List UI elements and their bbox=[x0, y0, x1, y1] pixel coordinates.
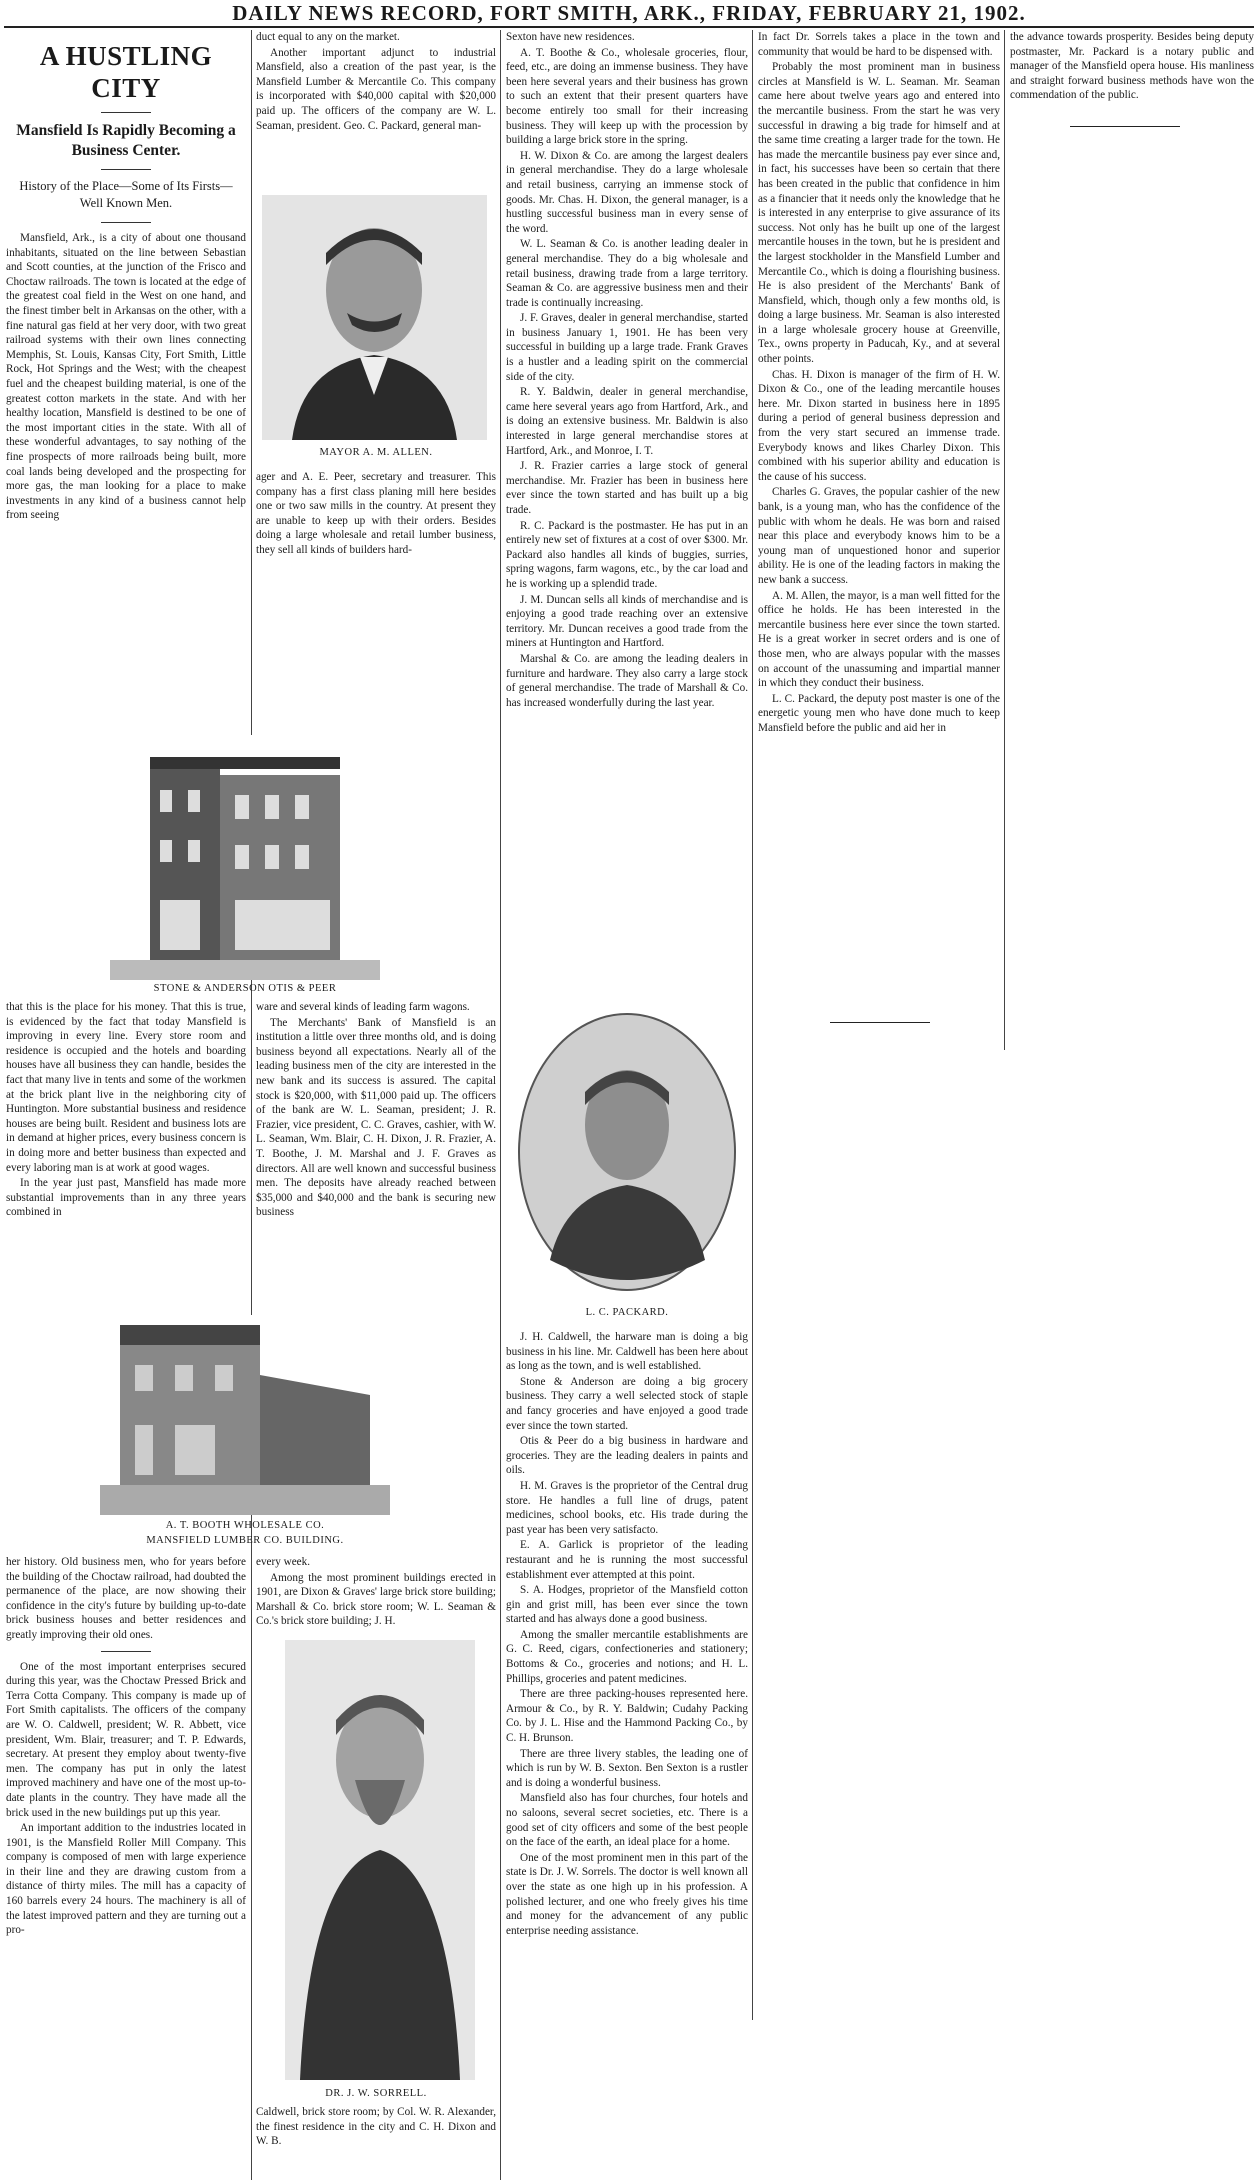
end-rule bbox=[830, 1022, 930, 1023]
article-paragraph: There are three livery stables, the leading one of which is run by W. B. Sexton. Ben Sexton is a rustler and is doing a wonderful business. bbox=[506, 1747, 748, 1789]
article-paragraph: that this is the place for his money. That this is true, is evidenced by the fact that today Mansfield is improving in every line. Every store room and residence is occupied and the hotels and boarding houses have all business they can handle, besides the fact that many live in tents and some of the workmen at the brick plant live in the neighboring city of Huntington. More substantial business and residence houses are being built. Resident and business lots are in demand at higher prices, every business concern is in doing more and better business than expected and every laboring man is at work at good wages. bbox=[6, 1001, 246, 1174]
article-paragraph: J. H. Caldwell, the harware man is doing a big business in his line. Mr. Caldwell has been here about as long as the town, and is well established. bbox=[506, 1331, 748, 1373]
article-paragraph: S. A. Hodges, proprietor of the Mansfield cotton gin and grist mill, has been ever since the town started and has always done a good business. bbox=[506, 1584, 748, 1626]
article-paragraph: Charles G. Graves, the popular cashier of the new bank, is a young man, who has the confidence of the public with whom he deals. He was born and raised near this place and everybody knows him to be a young man of unquestioned honor and superior ability. He is one of the leading factors in making the new bank a success. bbox=[758, 486, 1000, 586]
stone-anderson-building-illustration bbox=[110, 735, 380, 980]
column-rule bbox=[251, 30, 252, 2180]
column-1-bottom bbox=[6, 1555, 246, 2180]
divider bbox=[101, 1651, 151, 1652]
article-paragraph: R. C. Packard is the postmaster. He has put in an entirely new set of fixtures at a cost of over $300. Mr. Packard also handles all kinds of buggies, surries, spring wagons, farm wagons, etc., by the car load and he is working up a splendid trade. bbox=[506, 519, 748, 590]
column-rule bbox=[1004, 30, 1005, 1050]
article-paragraph: L. C. Packard, the deputy post master is one of the energetic young men who have done much to keep Mansfield before the public and aid her in bbox=[758, 692, 1000, 734]
masthead: DAILY NEWS RECORD, FORT SMITH, ARK., FRIDAY, FEBRUARY 21, 1902. bbox=[232, 1, 1026, 25]
article-paragraph: Marshal & Co. are among the leading dealers in furniture and hardware. They also carry a large stock of general merchandise. The trade of Marshall & Co. has increased wonderfully during the last year. bbox=[506, 652, 748, 709]
article-paragraph: ager and A. E. Peer, secretary and treasurer. This company has a first class planing mill here besides one or two saw mills in the country. At present they are unable to keep up with their orders. Besides doing a large wholesale and retail lumber business, they sell all kinds of builders hard- bbox=[256, 471, 496, 556]
headline: A HUSTLING CITY bbox=[39, 41, 213, 103]
article-paragraph: In fact Dr. Sorrels takes a place in the town and community that would be hard to be dispensed with. bbox=[758, 31, 1000, 58]
caption-packard: L. C. PACKARD. bbox=[585, 1307, 669, 1318]
article-paragraph: In the year just past, Mansfield has made more substantial improvements than in any three years combined in bbox=[6, 1177, 246, 1219]
article-paragraph: Chas. H. Dixon is manager of the firm of H. W. Dixon & Co., one of the leading mercantile houses here. Mr. Dixon started in business here in 1895 during a period of general business depression and from the very start secured an immense trade. Everybody knows and likes Charley Dixon. This combined with his superior ability and education is the cause of his success. bbox=[758, 368, 1000, 483]
article-paragraph: ware and several kinds of leading farm wagons. bbox=[256, 1001, 470, 1013]
masthead-rule bbox=[4, 26, 1254, 28]
column-2-top bbox=[256, 30, 496, 195]
article-paragraph: Mansfield also has four churches, four hotels and no saloons, several secret societies, etc. There is a good set of city officers and some of the best people on the face of the earth, an ideal place for a home. bbox=[506, 1792, 748, 1849]
deck: History of the Place—Some of Its Firsts—Well Known Men. bbox=[19, 179, 233, 210]
subhead: Mansfield Is Rapidly Becoming a Business Center. bbox=[16, 122, 236, 159]
caption-sorrell: DR. J. W. SORRELL. bbox=[325, 2088, 427, 2099]
article-paragraph: Sexton have new residences. bbox=[506, 31, 635, 43]
article-paragraph: W. L. Seaman & Co. is another leading dealer in general merchandise. They do a big wholesale and retail business, drawing trade from a large territory. Seaman & Co. are aggressive business men and their trade is continually increasing. bbox=[506, 238, 748, 309]
article-paragraph: H. W. Dixon & Co. are among the largest dealers in general merchandise. They do a large wholesale and retail business, carrying an immense stock of goods. Mr. Chas. H. Dixon, the general manager, is a hustling successful business man in every sense of the word. bbox=[506, 149, 748, 235]
caption-lumber: MANSFIELD LUMBER CO. BUILDING. bbox=[146, 1535, 344, 1546]
article-paragraph: There are three packing-houses represented here. Armour & Co., by R. Y. Baldwin; Cudahy Packing Co. by J. L. Hise and the Hammond Packing Co., by C. H. Brunson. bbox=[506, 1688, 748, 1745]
mayor-portrait bbox=[262, 195, 487, 440]
divider bbox=[101, 169, 151, 170]
column-1-cont bbox=[6, 1000, 246, 1300]
article-paragraph: Caldwell, brick store room; by Col. W. R. Alexander, the finest residence in the city and C. H. Dixon and W. B. bbox=[256, 2106, 496, 2148]
column-rule bbox=[752, 30, 753, 2020]
column-3-bottom bbox=[506, 1330, 748, 2180]
article-paragraph: H. M. Graves is the proprietor of the Central drug store. He handles a full line of drugs, patent medicines, school books, etc. His trade during the past year has been very satisfacto. bbox=[506, 1479, 748, 1536]
divider bbox=[101, 112, 151, 113]
article-paragraph: A. M. Allen, the mayor, is a man well fitted for the office he holds. He has been interested in the mercantile business here ever since the town started. He is a great worker in secret orders and is one of those men, who are always popular with the masses on account of the unassuming and impartial manner in which they conduct their business. bbox=[758, 589, 1000, 690]
article-paragraph: her history. Old business men, who for years before the building of the Choctaw railroad, had doubted the permanence of the place, are now showing their confidence in the city's future by building up-to-date brick business houses and better residences and greatly improving their old ones. bbox=[6, 1556, 246, 1641]
article-paragraph: J. M. Duncan sells all kinds of merchandise and is enjoying a good trade reaching over an extensive territory. Mr. Duncan receives a good trade from the miners at Huntington and Hartford. bbox=[506, 593, 748, 650]
caption-mayor: MAYOR A. M. ALLEN. bbox=[319, 447, 433, 458]
column-rule bbox=[500, 30, 501, 2180]
article-paragraph: Otis & Peer do a big business in hardware and groceries. They are the leading dealers in paints and oils. bbox=[506, 1435, 748, 1477]
sorrell-portrait bbox=[285, 1640, 475, 2080]
divider bbox=[101, 222, 151, 223]
end-rule bbox=[1070, 126, 1180, 127]
article-paragraph: every week. bbox=[256, 1556, 311, 1568]
article-paragraph: Among the most prominent buildings erected in 1901, are Dixon & Graves' large brick store building; Marshall & Co. brick store room; W. L. Seaman & Co.'s brick store building; J. H. bbox=[256, 1571, 496, 1628]
caption-stone-anderson: STONE & ANDERSON OTIS & PEER bbox=[153, 983, 337, 994]
column-2-lower bbox=[256, 1000, 496, 1310]
article-paragraph: Mansfield, Ark., is a city of about one thousand inhabitants, situated on the line between Sebastian and Scott counties, at the junction of the Frisco and Choctaw railroads. The town is located at the edge of the greatest coal field in the West on one hand, and the finest timber belt in Arkansas on the other, with a fine natural gas field at her very door, with two great railroad systems with their own lines connecting Memphis, St. Louis, Kansas City, Fort Smith, Little Rock, Hot Springs and the West; with the cheapest fuel and the cheapest building material, is one of the greatest cotton markets in the state. And with her healthy location, Mansfield is destined to be one of the most important cities in the state. With all of these wonderful advantages, to say nothing of the fine prospects of more railroads being built, more coal lands being developed and the prospecting for more gas, the man looking for a place to make investments in any kind of a business cannot help from seeing bbox=[6, 232, 246, 522]
column-2-end bbox=[256, 2105, 496, 2179]
caption-booth: A. T. BOOTH WHOLESALE CO. bbox=[165, 1520, 325, 1531]
article-paragraph: duct equal to any on the market. bbox=[256, 31, 400, 43]
lumber-building-illustration bbox=[100, 1315, 390, 1515]
article-paragraph: An important addition to the industries located in 1901, is the Mansfield Roller Mill Company. This company is composed of men with large experience in their line and they are drawing custom from a distance of thirty miles. The mill has a capacity of 160 barrels every 24 hours. The machinery is all of the latest improved pattern and they are turning out a pro- bbox=[6, 1822, 246, 1937]
column-2-bottom bbox=[256, 1555, 496, 1635]
article-paragraph: The Merchants' Bank of Mansfield is an institution a little over three months old, and is doing business beyond all expectations. Nearly all of the leading business men of the city are interested in the new bank and its success is assured. The capital stock is $20,000, with $11,000 paid up. The officers of the bank are W. L. Seaman, president; J. R. Frazier, vice president, C. C. Graves, cashier, with W. L. Seaman, Wm. Blair, C. H. Dixon, J. R. Frazier, A. T. Boothe, J. M. Marshal and J. F. Graves as directors. All are well known and successful business men. The deposits have already reached between $35,000 and $40,000 and the bank is securing new business bbox=[256, 1016, 496, 1219]
column-4 bbox=[758, 30, 1000, 1020]
article-paragraph: J. F. Graves, dealer in general merchandise, started in business January 1, 1901. He has been very successful in building up a large trade. Frank Graves is a hustler and a leading spirit on the commercial side of the city. bbox=[506, 312, 748, 383]
article-paragraph: Stone & Anderson are doing a big grocery business. They carry a well selected stock of staple and fancy groceries and have enjoyed a good trade ever since the town started. bbox=[506, 1375, 748, 1432]
column-5 bbox=[1010, 30, 1254, 140]
article-paragraph: Probably the most prominent man in business circles at Mansfield is W. L. Seaman. Mr. Seaman came here about twelve years ago and entered into the mercantile business. From the start he was very successful in drawing a big trade for himself and at the same time creating a larger trade for the town. He has made the mercantile business pay ever since and, in fact, his successes have been so certain that there has been created in the public that confidence in him as a financier that it needs only the knowledge that he is interested in any enterprise to give assurance of its success. Not only has he built up one of the largest mercantile houses in the town, but he is president and the largest stockholder in the Mansfield Lumber and Mercantile Co., which is doing a flourishing business. He is also president of the Merchants' Bank of Mansfield, which, though only a few months old, is doing a large business. Mr. Seaman is also interested in a large wholesale grocery house at Greenville, Tex., owns property in Paducah, Ky., and at several other points. bbox=[758, 61, 1000, 366]
article-paragraph: Among the smaller mercantile establishments are G. C. Reed, cigars, confectioneries and stationery; Bottoms & Co., groceries and notions; and H. L. Phillips, groceries and patent medicines. bbox=[506, 1628, 748, 1685]
article-paragraph: One of the most important enterprises secured during this year, was the Choctaw Pressed Brick and Terra Cotta Company. This company is made up of Fort Smith capitalists. The officers of the company are W. O. Caldwell, president; W. R. Abbett, vice president, Wm. Blair, treasurer; and T. P. Edwards, secretary. At present they employ about twenty-five men. The company has put in only the latest improved machinery and have one of the most up-to-date plants in the country. They have made all the brick used in the new buildings put up this year. bbox=[6, 1660, 246, 1819]
article-paragraph: A. T. Boothe & Co., wholesale groceries, flour, feed, etc., are doing an immense business. They have been here several years and their business has grown to such an extent that their present quarters have become entirely too small for their increasing business. They will keep up with the procession by building a large brick store in the spring. bbox=[506, 46, 748, 147]
article-paragraph: J. R. Frazier carries a large stock of general merchandise. Mr. Frazier has been in business here ever since the town started and has built up a big trade. bbox=[506, 460, 748, 516]
article-paragraph: the advance towards prosperity. Besides being deputy postmaster, Mr. Packard is a notary public and manager of the Mansfield opera house. His manliness and straight forward business methods have won the commendation of the public. bbox=[1010, 31, 1254, 102]
article-paragraph: R. Y. Baldwin, dealer in general merchandise, came here several years ago from Hartford, Ark., and is doing an extensive business. Mr. Baldwin is also interested in large general merchandise stores at Hartford, Ark., and Monroe, I. T. bbox=[506, 386, 748, 457]
packard-portrait bbox=[515, 1010, 740, 1295]
article-paragraph: E. A. Garlick is proprietor of the leading restaurant and he is running the most successful establishment ever attempted at this point. bbox=[506, 1539, 748, 1581]
article-paragraph: One of the most prominent men in this part of the state is Dr. J. W. Sorrels. The doctor is well known all over the state as one high up in his profession. A polished lecturer, and one who freely gives his time and money for the advancement of any public enterprise needing assistance. bbox=[506, 1851, 748, 1937]
column-3-top bbox=[506, 30, 748, 1015]
column-2-mid bbox=[256, 470, 496, 725]
article-paragraph: Another important adjunct to industrial Mansfield, also a creation of the past year, is the Mansfield Lumber & Mercantile Co. This company is incorporated with $40,000 capital with $20,000 paid up. The officers of the company are W. L. Seaman, president. Geo. C. Packard, general man- bbox=[256, 46, 496, 132]
